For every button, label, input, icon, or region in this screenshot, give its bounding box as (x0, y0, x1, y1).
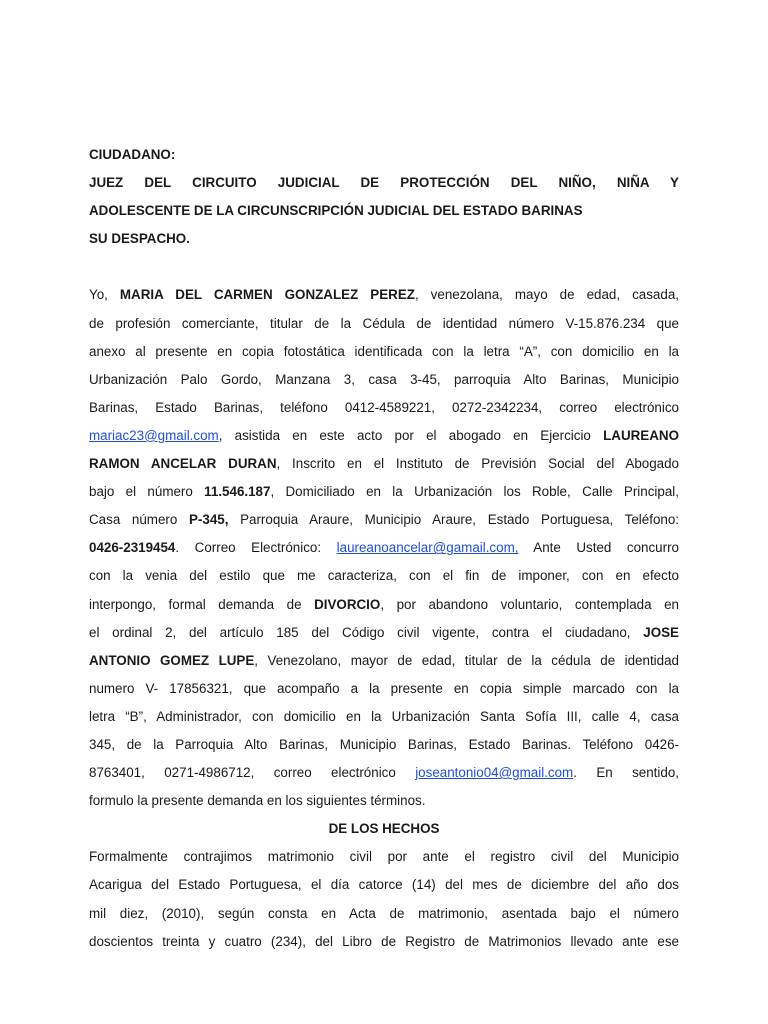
divorce-keyword: DIVORCIO (314, 596, 381, 612)
lawyer-phone: 0426-2319454 (89, 540, 176, 556)
petition-paragraph (89, 281, 679, 815)
lawyer-email-link[interactable]: laureanoancelar@gamail.com, (336, 540, 519, 556)
paragraph-line: numero V- 17856321, que acompaño a la presente en copia simple marcado con la (89, 680, 679, 696)
respondent-email-link[interactable]: joseantonio04@gmail.com (415, 765, 574, 781)
paragraph-line: mariac23@gmail.com, asistida en este acto por el abogado en Ejercicio LAUREANO (89, 427, 679, 443)
paragraph-line: formulo la presente demanda en los siguientes términos. (89, 793, 426, 809)
paragraph-line: letra “B”, Administrador, con domicilio en la Urbanización Santa Sofía III, calle 4, casa (89, 708, 679, 724)
paragraph-line: mil diez, (2010), según consta en Acta de matrimonio, asentada bajo el número (89, 905, 679, 921)
section-heading: DE LOS HECHOS (328, 821, 440, 837)
paragraph-line: de profesión comerciante, titular de la Cédula de identidad número V-15.876.234 que (89, 315, 679, 331)
spacer (89, 253, 679, 281)
lawyer-name-part2: RAMON ANCELAR DURAN (89, 456, 277, 472)
paragraph-line: bajo el número 11.546.187, Domiciliado en la Urbanización los Roble, Calle Principal, (89, 484, 679, 500)
respondent-name-part2: ANTONIO GOMEZ LUPE (89, 652, 255, 668)
lawyer-name-part1: LAUREANO (603, 427, 679, 443)
paragraph-line: 8763401, 0271-4986712, correo electrónico joseantonio04@gmail.com. En sentido, (89, 765, 679, 781)
paragraph-line: ANTONIO GOMEZ LUPE, Venezolano, mayor de edad, titular de la cédula de identidad (89, 652, 679, 668)
petitioner-email-link[interactable]: mariac23@gmail.com (89, 427, 219, 443)
paragraph-line: anexo al presente en copia fotostática identificada con la letra “A”, con domicilio en la (89, 343, 679, 359)
paragraph-line: el ordinal 2, del artículo 185 del Código civil vigente, contra el ciudadano, JOSE (89, 624, 679, 640)
paragraph-line: Casa número P-345, Parroquia Araure, Municipio Araure, Estado Portuguesa, Teléfono: (89, 512, 679, 528)
addressee-line: CIUDADANO: (89, 147, 176, 162)
paragraph-line: Formalmente contrajimos matrimonio civil por ante el registro civil del Municipio (89, 849, 679, 865)
facts-paragraph (89, 843, 679, 955)
lawyer-number: 11.546.187 (204, 484, 271, 500)
paragraph-line: Acarigua del Estado Portuguesa, el día catorce (14) del mes de diciembre del año dos (89, 877, 679, 893)
paragraph-line: 345, de la Parroquia Alto Barinas, Municipio Barinas, Estado Barinas. Teléfono 0426- (89, 736, 679, 752)
paragraph-line: RAMON ANCELAR DURAN, Inscrito en el Instituto de Previsión Social del Abogado (89, 456, 679, 472)
paragraph-line: con la venia del estilo que me caracteriza, con el fin de imponer, con en efecto (89, 568, 679, 584)
paragraph-line: Barinas, Estado Barinas, teléfono 0412-4589221, 0272-2342234, correo electrónico (89, 399, 679, 415)
paragraph-line: doscientos treinta y cuatro (234), del Libro de Registro de Matrimonios llevado ante ese (89, 933, 679, 949)
court-line: ADOLESCENTE DE LA CIRCUNSCRIPCIÓN JUDICIAL DEL ESTADO BARINAS (89, 203, 583, 219)
judge-line: JUEZ DEL CIRCUITO JUDICIAL DE PROTECCIÓN DEL NIÑO, NIÑA Y (89, 175, 679, 191)
respondent-name-part1: JOSE (643, 624, 679, 640)
petitioner-name: MARIA DEL CARMEN GONZALEZ PEREZ (119, 287, 415, 303)
office-line: SU DESPACHO. (89, 231, 190, 247)
paragraph-line: Urbanización Palo Gordo, Manzana 3, casa 3-45, parroquia Alto Barinas, Municipio (89, 371, 679, 387)
paragraph-line: interpongo, formal demanda de DIVORCIO, por abandono voluntario, contemplada en (89, 596, 679, 612)
house-number: P-345, (188, 512, 229, 528)
paragraph-line: 0426-2319454. Correo Electrónico: laureanoancelar@gamail.com, Ante Usted concurro (89, 540, 679, 556)
paragraph-line: Yo, MARIA DEL CARMEN GONZALEZ PEREZ, venezolana, mayo de edad, casada, (89, 287, 679, 303)
